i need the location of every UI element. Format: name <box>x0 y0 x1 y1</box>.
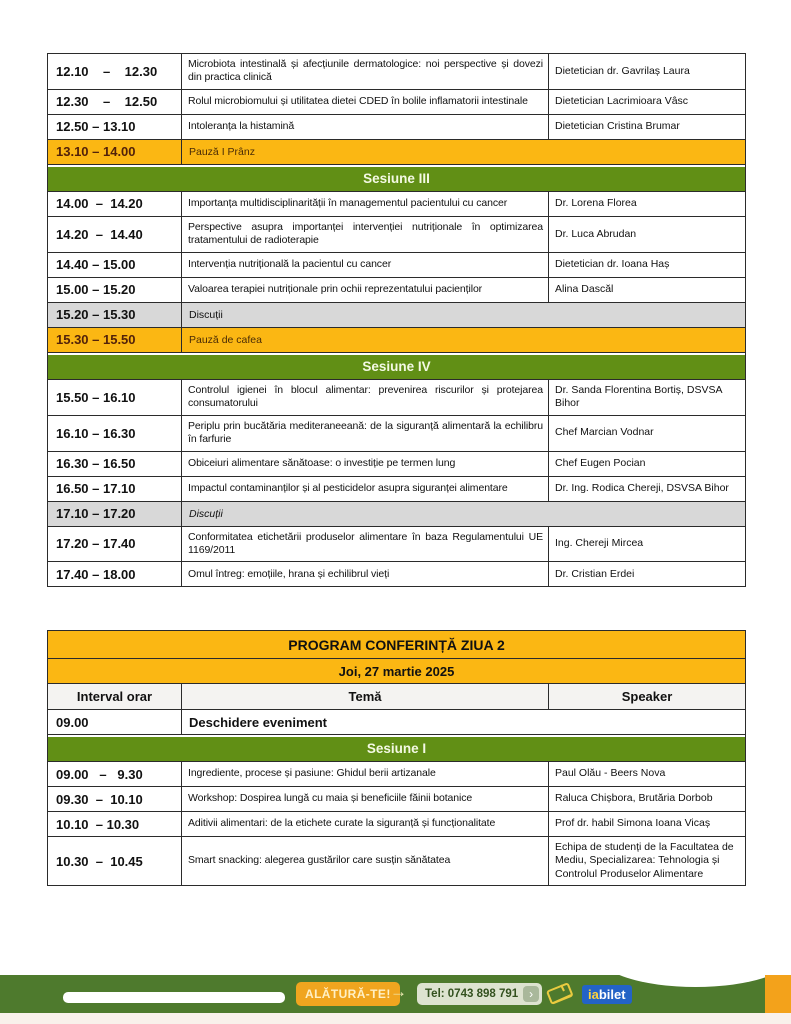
time-cell: 09.00 – 9.30 <box>56 766 143 782</box>
time-cell: 17.40 – 18.00 <box>56 566 136 582</box>
time-cell: 14.20 – 14.40 <box>56 226 143 242</box>
time-cell: 10.10 – 10.30 <box>56 816 140 832</box>
iabilet-logo[interactable] <box>582 985 632 1004</box>
speaker-cell: Prof dr. habil Simona Ioana Vicaș <box>548 812 745 836</box>
session-header-row <box>48 165 745 192</box>
arrow-right-icon: → <box>390 982 407 1001</box>
table-row <box>48 253 745 278</box>
day2-rows <box>48 710 745 885</box>
iabilet-logo-bilet: bilet <box>598 987 626 1002</box>
time-cell: 09.30 – 10.10 <box>56 791 143 807</box>
speaker-cell: Chef Marcian Vodnar <box>548 416 745 451</box>
table-row <box>48 812 745 837</box>
session-header-row <box>48 353 745 380</box>
discussion-label: Discuții <box>181 303 745 327</box>
phone-button[interactable] <box>417 983 542 1005</box>
orange-edge-strip <box>765 975 791 1013</box>
table-row <box>48 303 745 328</box>
day2-title: PROGRAM CONFERINȚĂ ZIUA 2 <box>48 631 745 659</box>
chevron-right-icon: › <box>523 986 539 1002</box>
table-row <box>48 837 745 885</box>
table-row <box>48 477 745 502</box>
speaker-cell: Dr. Cristian Erdei <box>548 562 745 586</box>
theme-cell: Microbiota intestinală și afecțiunile dermatologice: noi perspective și dovezi din practica clinică <box>181 54 548 89</box>
theme-cell: Periplu prin bucătăria mediteraneeană: de la siguranță alimentară la echilibru în farfurie <box>181 416 548 451</box>
theme-cell: Controlul igienei în blocul alimentar: prevenirea riscurilor și protejarea consumatorului <box>181 380 548 415</box>
table-row <box>48 192 745 217</box>
discussion-label: Discuții <box>181 502 745 526</box>
table-row <box>48 140 745 165</box>
speaker-cell: Dietetician dr. Gavrilaș Laura <box>548 54 745 89</box>
speaker-cell: Dr. Ing. Rodica Chereji, DSVSA Bihor <box>548 477 745 501</box>
footer-green-bar <box>0 975 791 1013</box>
theme-cell: Valoarea terapiei nutriționale prin ochii reprezentatului pacienților <box>181 278 548 302</box>
theme-cell: Ingrediente, procese și pasiune: Ghidul berii artizanale <box>181 762 548 786</box>
session-title: Sesiune IV <box>362 358 431 374</box>
table-header-row <box>48 684 745 710</box>
time-cell: 12.10 – 12.30 <box>56 63 158 79</box>
partner-logo-placeholder <box>63 992 285 1003</box>
break-label: Pauză I Prânz <box>181 140 745 164</box>
table-row <box>48 416 745 452</box>
time-cell: 09.00 <box>56 714 89 730</box>
footer-banner <box>0 975 791 1024</box>
table-row <box>48 54 745 90</box>
theme-cell: Intoleranța la histamină <box>181 115 548 139</box>
speaker-cell: Paul Olău - Beers Nova <box>548 762 745 786</box>
speaker-cell: Dr. Lorena Florea <box>548 192 745 216</box>
theme-cell: Impactul contaminanților și al pesticidelor asupra siguranței alimentare <box>181 477 548 501</box>
session-header-row <box>48 735 745 762</box>
header-tema: Temă <box>181 684 548 709</box>
theme-cell: Smart snacking: alegerea gustărilor care susțin sănătatea <box>181 837 548 885</box>
time-cell: 13.10 – 14.00 <box>56 144 136 160</box>
table-row <box>48 502 745 527</box>
table-row <box>48 217 745 253</box>
time-cell: 15.50 – 16.10 <box>56 389 136 405</box>
speaker-cell: Raluca Chișbora, Brutăria Dorbob <box>548 787 745 811</box>
iabilet-logo-ia: ia <box>588 987 599 1002</box>
time-cell: 14.40 – 15.00 <box>56 257 136 273</box>
time-cell: 10.30 – 10.45 <box>56 853 143 869</box>
table-row <box>48 762 745 787</box>
theme-cell: Intervenția nutrițională la pacientul cu cancer <box>181 253 548 277</box>
theme-cell: Omul întreg: emoțiile, hrana și echilibrul vieți <box>181 562 548 586</box>
phone-label: Tel: 0743 898 791 <box>425 988 519 1000</box>
session-title: Sesiune I <box>366 741 427 756</box>
header-interval: Interval orar <box>76 689 153 704</box>
table-row <box>48 328 745 353</box>
time-cell: 16.30 – 16.50 <box>56 456 136 471</box>
opening-label: Deschidere eveniment <box>181 710 745 734</box>
speaker-cell: Dietetician Lacrimioara Vâsc <box>548 90 745 114</box>
time-cell: 15.30 – 15.50 <box>56 332 136 348</box>
table-row <box>48 278 745 303</box>
table-row <box>48 452 745 477</box>
table-row <box>48 90 745 115</box>
table-row <box>48 115 745 140</box>
time-cell: 16.10 – 16.30 <box>56 425 136 441</box>
time-cell: 16.50 – 17.10 <box>56 481 136 496</box>
theme-cell: Conformitatea etichetării produselor alimentare în baza Regulamentului UE 1169/2011 <box>181 527 548 562</box>
table-row <box>48 527 745 563</box>
ticket-icon <box>541 977 579 1011</box>
break-label: Pauză de cafea <box>181 328 745 352</box>
join-button[interactable]: ALĂTURĂ-TE! <box>296 982 400 1006</box>
table-row <box>48 710 745 735</box>
table-row <box>48 787 745 812</box>
speaker-cell: Dietetician Cristina Brumar <box>548 115 745 139</box>
program-table-day2 <box>47 630 746 886</box>
day2-date: Joi, 27 martie 2025 <box>48 659 745 684</box>
speaker-cell: Dr. Sanda Florentina Bortiș, DSVSA Bihor <box>548 380 745 415</box>
speaker-cell: Dietetician dr. Ioana Haș <box>548 253 745 277</box>
theme-cell: Importanța multidisciplinarității în managementul pacientului cu cancer <box>181 192 548 216</box>
theme-cell: Aditivii alimentari: de la etichete curate la siguranță și funcționalitate <box>181 812 548 836</box>
time-cell: 14.00 – 14.20 <box>56 196 143 212</box>
theme-cell: Workshop: Dospirea lungă cu maia și beneficiile făinii botanice <box>181 787 548 811</box>
speaker-cell: Echipa de studenți de la Facultatea de Mediu, Specializarea: Tehnologia și Controlul Produselor Alimentare <box>548 837 745 885</box>
header-speaker: Speaker <box>548 684 745 709</box>
speaker-cell: Ing. Chereji Mircea <box>548 527 745 562</box>
program-table-day1 <box>47 53 746 587</box>
table-row <box>48 562 745 586</box>
table-row <box>48 380 745 416</box>
time-cell: 12.30 – 12.50 <box>56 94 158 110</box>
speaker-cell: Chef Eugen Pocian <box>548 452 745 476</box>
time-cell: 17.20 – 17.40 <box>56 536 136 552</box>
speaker-cell: Dr. Luca Abrudan <box>548 217 745 252</box>
session-title: Sesiune III <box>363 170 430 186</box>
footer-bottom-strip <box>0 1013 791 1024</box>
speaker-cell: Alina Dascăl <box>548 278 745 302</box>
theme-cell: Rolul microbiomului și utilitatea dietei CDED în bolile inflamatorii intestinale <box>181 90 548 114</box>
time-cell: 17.10 – 17.20 <box>56 506 136 521</box>
time-cell: 15.20 – 15.30 <box>56 307 136 323</box>
theme-cell: Obiceiuri alimentare sănătoase: o investiție pe termen lung <box>181 452 548 476</box>
theme-cell: Perspective asupra importanței intervenției nutriționale în optimizarea tratamentului de radioterapie <box>181 217 548 252</box>
time-cell: 12.50 – 13.10 <box>56 119 136 135</box>
time-cell: 15.00 – 15.20 <box>56 282 136 298</box>
